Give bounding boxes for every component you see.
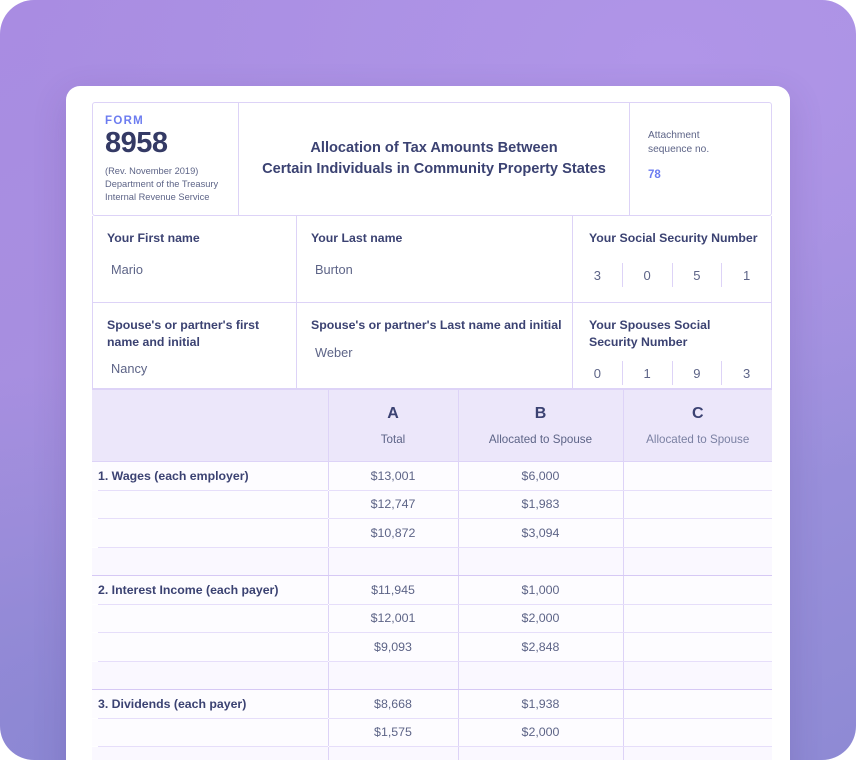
form-number: 8958 bbox=[105, 127, 168, 159]
ssn-digit[interactable]: 1 bbox=[743, 267, 751, 283]
your-first-name-cell[interactable] bbox=[93, 216, 297, 302]
spouse-last-name-value[interactable]: Weber bbox=[315, 344, 353, 360]
allocation-row bbox=[92, 547, 772, 576]
ssn-digit[interactable]: 0 bbox=[573, 361, 623, 385]
taxpayer-identity-grid bbox=[92, 216, 772, 389]
your-last-name-cell[interactable] bbox=[297, 216, 573, 302]
allocation-cell-c[interactable] bbox=[623, 718, 772, 747]
ssn-digit[interactable]: 5 bbox=[673, 263, 723, 287]
spouse-ssn-digit-boxes[interactable] bbox=[573, 361, 771, 385]
allocation-table-body bbox=[92, 462, 772, 760]
allocation-table bbox=[92, 389, 772, 760]
form-identity-block bbox=[93, 103, 239, 215]
spouse-ssn-label: Your Spouses Social Security Number bbox=[589, 318, 711, 349]
your-last-name-value[interactable]: Burton bbox=[315, 261, 353, 277]
your-ssn-digit-boxes[interactable] bbox=[573, 263, 771, 287]
column-letter-c: C bbox=[691, 404, 704, 422]
allocation-cell-a[interactable] bbox=[328, 747, 458, 760]
allocation-cell-b[interactable]: $2,848 bbox=[458, 633, 623, 662]
allocation-row bbox=[92, 576, 772, 605]
form-title-block bbox=[239, 103, 630, 215]
allocation-row-label bbox=[92, 547, 328, 576]
spouse-ssn-cell[interactable] bbox=[573, 303, 771, 388]
column-header-a bbox=[328, 390, 458, 462]
allocation-row-label bbox=[92, 747, 328, 760]
column-desc-b: Allocated to Spouse bbox=[488, 432, 593, 446]
allocation-cell-a[interactable] bbox=[328, 547, 458, 576]
allocation-cell-c[interactable] bbox=[623, 604, 772, 633]
allocation-row bbox=[92, 661, 772, 690]
form-title bbox=[262, 138, 606, 179]
your-first-name-value[interactable]: Mario bbox=[111, 261, 143, 277]
allocation-row bbox=[92, 690, 772, 719]
form-revision-date: (Rev. November 2019) bbox=[105, 166, 199, 177]
form-masthead bbox=[92, 102, 772, 216]
allocation-row-label bbox=[92, 661, 328, 690]
allocation-cell-c[interactable] bbox=[623, 490, 772, 519]
form-word-label: FORM bbox=[105, 115, 145, 127]
spouse-row bbox=[93, 302, 771, 388]
allocation-cell-c[interactable] bbox=[623, 690, 772, 719]
allocation-cell-a[interactable]: $12,001 bbox=[328, 604, 458, 633]
allocation-section-title: 3. Dividends (each payer) bbox=[92, 690, 328, 719]
allocation-cell-b[interactable] bbox=[458, 661, 623, 690]
allocation-cell-c[interactable] bbox=[623, 576, 772, 605]
ssn-digit[interactable]: 3 bbox=[573, 263, 623, 287]
tax-form-document-card bbox=[66, 86, 790, 760]
allocation-row-label bbox=[92, 633, 328, 662]
allocation-row bbox=[92, 718, 772, 747]
allocation-row bbox=[92, 490, 772, 519]
ssn-digit[interactable]: 1 bbox=[623, 361, 673, 385]
allocation-cell-a[interactable]: $1,575 bbox=[328, 718, 458, 747]
allocation-cell-b[interactable]: $3,094 bbox=[458, 519, 623, 548]
spouse-last-name-cell[interactable] bbox=[297, 303, 573, 388]
your-last-name-label: Your Last name bbox=[311, 231, 403, 245]
column-desc-c: Allocated to Spouse bbox=[646, 432, 750, 446]
allocation-cell-a[interactable]: $11,945 bbox=[328, 576, 458, 605]
ssn-digit[interactable]: 0 bbox=[623, 263, 673, 287]
attachment-label-line-2: sequence no. bbox=[648, 144, 710, 156]
allocation-row bbox=[92, 604, 772, 633]
column-header-label bbox=[92, 390, 328, 462]
allocation-cell-b[interactable]: $2,000 bbox=[458, 718, 623, 747]
column-header-c bbox=[623, 390, 772, 462]
allocation-cell-a[interactable]: $10,872 bbox=[328, 519, 458, 548]
allocation-cell-c[interactable] bbox=[623, 547, 772, 576]
ssn-digit[interactable]: 9 bbox=[673, 361, 723, 385]
column-letter-a: A bbox=[387, 404, 399, 422]
allocation-cell-b[interactable]: $1,000 bbox=[458, 576, 623, 605]
allocation-cell-b[interactable]: $1,938 bbox=[458, 690, 623, 719]
allocation-cell-a[interactable] bbox=[328, 661, 458, 690]
column-letter-b: B bbox=[534, 404, 547, 422]
attachment-sequence-number: 78 bbox=[648, 168, 661, 181]
allocation-row bbox=[92, 462, 772, 491]
your-first-name-label: Your First name bbox=[107, 231, 200, 245]
your-ssn-cell[interactable] bbox=[573, 216, 771, 302]
spouse-first-name-label: Spouse's or partner's first name and initial bbox=[107, 318, 260, 349]
allocation-row bbox=[92, 519, 772, 548]
form-title-line-2: Certain Individuals in Community Property States bbox=[262, 161, 606, 177]
allocation-cell-a[interactable]: $12,747 bbox=[328, 490, 458, 519]
form-agency-line-2: Internal Revenue Service bbox=[105, 192, 210, 203]
allocation-table-head bbox=[92, 390, 772, 462]
allocation-cell-b[interactable] bbox=[458, 747, 623, 760]
allocation-row-label bbox=[92, 490, 328, 519]
allocation-section-title: 2. Interest Income (each payer) bbox=[92, 576, 328, 605]
allocation-row bbox=[92, 633, 772, 662]
allocation-cell-c[interactable] bbox=[623, 633, 772, 662]
allocation-cell-a[interactable]: $9,093 bbox=[328, 633, 458, 662]
allocation-cell-b[interactable]: $6,000 bbox=[458, 462, 623, 491]
allocation-header-row bbox=[92, 390, 772, 462]
column-desc-a: Total bbox=[380, 432, 406, 446]
allocation-cell-c[interactable] bbox=[623, 747, 772, 760]
document-content bbox=[92, 102, 772, 760]
allocation-cell-c[interactable] bbox=[623, 462, 772, 491]
allocation-row-label bbox=[92, 519, 328, 548]
allocation-cell-b[interactable]: $2,000 bbox=[458, 604, 623, 633]
allocation-cell-c[interactable] bbox=[623, 519, 772, 548]
allocation-cell-a[interactable]: $8,668 bbox=[328, 690, 458, 719]
allocation-cell-c[interactable] bbox=[623, 661, 772, 690]
allocation-row bbox=[92, 747, 772, 760]
allocation-cell-b[interactable]: $1,983 bbox=[458, 490, 623, 519]
spouse-last-name-label: Spouse's or partner's Last name and initial bbox=[311, 318, 562, 332]
allocation-cell-b[interactable] bbox=[458, 547, 623, 576]
attachment-sequence-block bbox=[630, 103, 771, 215]
allocation-row-label bbox=[92, 718, 328, 747]
ssn-digit[interactable]: 3 bbox=[743, 366, 751, 382]
form-agency-line-1: Department of the Treasury bbox=[105, 179, 219, 190]
allocation-section-title: 1. Wages (each employer) bbox=[92, 462, 328, 491]
allocation-row-label bbox=[92, 604, 328, 633]
spouse-first-name-cell[interactable] bbox=[93, 303, 297, 388]
allocation-cell-a[interactable]: $13,001 bbox=[328, 462, 458, 491]
column-header-b bbox=[458, 390, 623, 462]
attachment-label-line-1: Attachment bbox=[648, 130, 700, 141]
form-title-line-1: Allocation of Tax Amounts Between bbox=[310, 140, 558, 157]
your-ssn-label: Your Social Security Number bbox=[589, 231, 758, 245]
spouse-first-name-value[interactable]: Nancy bbox=[111, 361, 148, 377]
taxpayer-row bbox=[93, 216, 771, 302]
